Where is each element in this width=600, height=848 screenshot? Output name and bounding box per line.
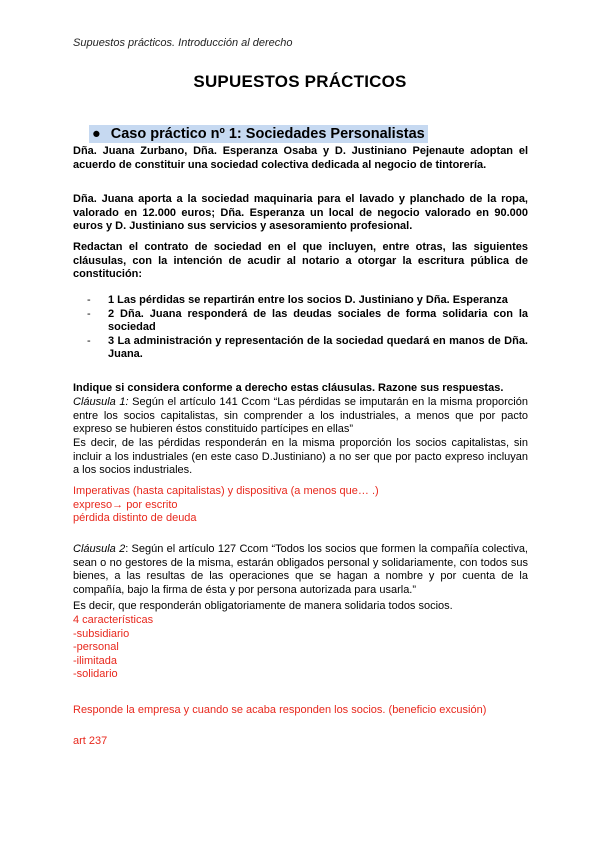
paragraph-contract: Redactan el contrato de sociedad en el que incluyen, entre otras, las siguientes cláusulas, con la intención de acudir al notario a otorgar la escritura pública de constitución: bbox=[73, 241, 528, 280]
clause1-explanation: Es decir, de las pérdidas responderán en la misma proporción los socios capitalistas, sin incluir a los industriales (en este caso D.Justiniano) a no ser que por pacto expreso incluyan a los socios industriales. bbox=[73, 437, 528, 476]
clause2-explanation: Es decir, que responderán obligatoriamente de manera solidaria todos socios. bbox=[73, 600, 453, 612]
notes-clause2 bbox=[73, 614, 528, 682]
clause-text: 2 Dña. Juana responderá de las deudas sociales de forma solidaria con la sociedad bbox=[108, 307, 528, 333]
paragraph-contributions: Dña. Juana aporta a la sociedad maquinaria para el lavado y planchado de la ropa, valorado en 12.000 euros; Dña. Esperanza un local de negocio valorado en 90.000 euros y D. Justiniano sus servicios y asesoramiento profesional. bbox=[73, 193, 528, 232]
note-line: -solidario bbox=[73, 668, 118, 680]
clause-text: 1 Las pérdidas se repartirán entre los socios D. Justiniano y Dña. Esperanza bbox=[108, 294, 508, 306]
note-excusion: Responde la empresa y cuando se acaba responden los socios. (beneficio excusión) bbox=[73, 704, 487, 716]
clause1-label: Cláusula 1: bbox=[73, 396, 129, 408]
case-heading-text: Caso práctico nº 1: Sociedades Personalistas bbox=[110, 126, 425, 142]
question: Indique si considera conforme a derecho estas cláusulas. Razone sus respuestas. bbox=[73, 382, 504, 394]
clause-text: 3 La administración y representación de la sociedad quedará en manos de Dña. Juana. bbox=[108, 334, 528, 360]
list-item bbox=[87, 308, 528, 335]
note-line: Imperativas (hasta capitalistas) y dispositiva (a menos que… .) bbox=[73, 485, 379, 497]
paragraph-intro: Dña. Juana Zurbano, Dña. Esperanza Osaba y D. Justiniano Pejenaute adoptan el acuerdo de constituir una sociedad colectiva dedicada al negocio de tintorería. bbox=[73, 145, 528, 171]
list-item bbox=[87, 335, 528, 362]
list-item bbox=[87, 294, 528, 308]
note-line: 4 características bbox=[73, 614, 154, 626]
list-dash: - bbox=[87, 307, 91, 320]
note-line: expreso→ por escrito bbox=[73, 498, 178, 511]
running-header: Supuestos prácticos. Introducción al derecho bbox=[73, 37, 293, 49]
clause2-text: : Según el artículo 127 Ccom “Todos los socios que formen la compañía colectiva, sean o no gestores de la misma, estarán obligados personal y solidariamente, con todos sus bienes, a las resultas de las operaciones que se hagan a nombre y por cuenta de la compañía, bajo la firma de ésta y por persona autorizada para usarla.” bbox=[73, 543, 528, 596]
note-line: pérdida distinto de deuda bbox=[73, 512, 197, 524]
note-line: -ilimitada bbox=[73, 654, 118, 667]
page-title: SUPUESTOS PRÁCTICOS bbox=[193, 72, 407, 91]
list-dash: - bbox=[87, 294, 91, 306]
clause2-answer bbox=[73, 543, 528, 597]
clause1-answer bbox=[73, 396, 528, 437]
clause2-label: Cláusula 2 bbox=[73, 543, 126, 555]
note-article: art 237 bbox=[73, 735, 108, 747]
bullet-icon: ● bbox=[92, 126, 101, 142]
note-line: -personal bbox=[73, 641, 119, 653]
notes-clause1 bbox=[73, 485, 528, 526]
note-line: -subsidiario bbox=[73, 627, 130, 640]
clause1-text: Según el artículo 141 Ccom “Las pérdidas se imputarán en la misma proporción entre los socios capitalistas, sin comprender a los industriales, a menos que por pacto expreso se hubieren éstos constituido partícipes en ellas” bbox=[73, 396, 528, 435]
case-heading bbox=[89, 125, 428, 143]
list-dash: - bbox=[87, 334, 91, 347]
clause-list bbox=[87, 294, 528, 362]
